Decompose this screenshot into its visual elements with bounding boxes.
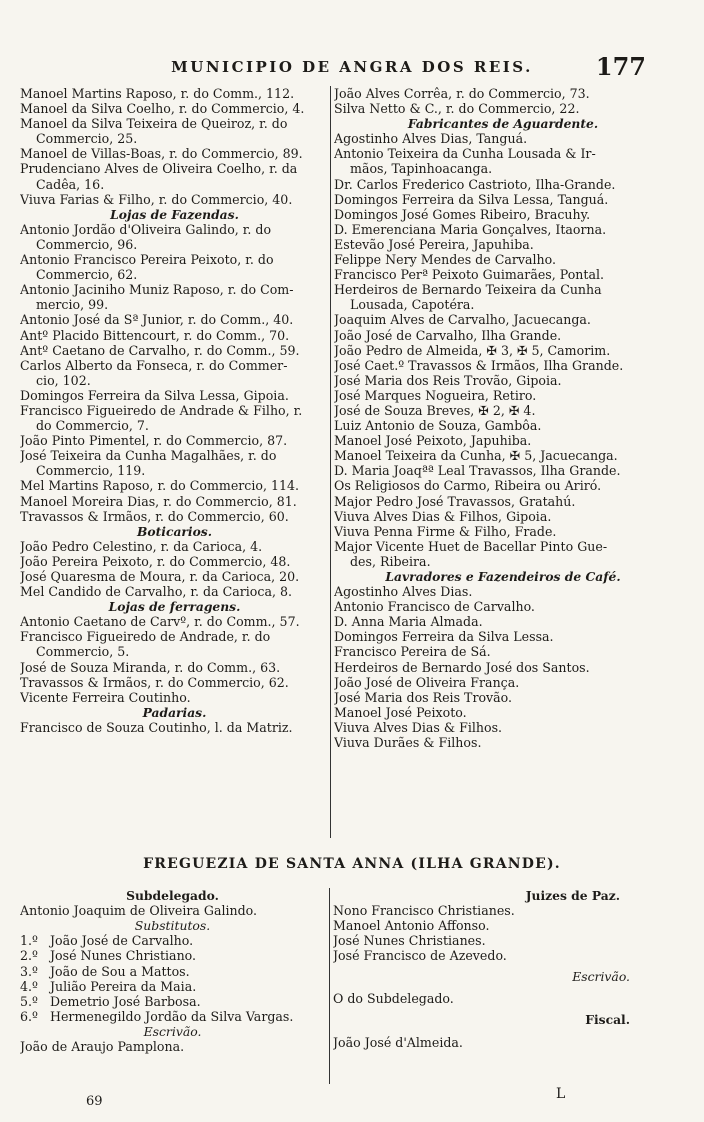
list-item: Vicente Ferreira Coutinho.: [20, 689, 191, 705]
list-item: Viuva Alves Dias & Filhos, Gipoia.: [334, 508, 552, 524]
item-number: 2.º: [20, 948, 38, 964]
list-item: mãos, Tapinhoacanga.: [350, 161, 493, 177]
list-item: Mel Martins Raposo, r. do Commercio, 114.: [20, 478, 300, 494]
list-item: [20, 948, 325, 963]
list-item: Herdeiros de Bernardo José dos Santos.: [334, 659, 590, 675]
signature-mark-left: 69: [86, 1094, 103, 1109]
list-item: D. Maria Joaqªª Leal Travassos, Ilha Grande.: [334, 463, 621, 479]
list-item: Francisco Figueiredo de Andrade, r. do: [20, 629, 271, 645]
item-name: João José de Carvalho.: [50, 933, 194, 949]
column-divider: [330, 86, 331, 838]
list-item: [20, 979, 325, 994]
list-item: Francisco Figueiredo de Andrade & Filho, r.: [20, 402, 303, 418]
list-item: Manoel de Villas-Boas, r. do Commercio, 89.: [20, 146, 303, 162]
list-item: Travassos & Irmãos, r. do Commercio, 62.: [20, 674, 289, 690]
list-item: Agostinho Alves Dias, Tanguá.: [334, 131, 528, 147]
list-item: Antonio Teixeira da Cunha Lousada & Ir-: [334, 146, 596, 162]
list-item: Manoel Antonio Affonso.: [333, 918, 490, 934]
signature-mark-right: L: [556, 1086, 566, 1102]
freguezia-title: FREGUEZIA DE SANTA ANNA (ILHA GRANDE).: [143, 856, 561, 872]
list-item: Viuva Durães & Filhos.: [334, 735, 482, 751]
list-item: João Pinto Pimentel, r. do Commercio, 87.: [20, 433, 288, 449]
left-column: [20, 86, 329, 735]
list-item: Os Religiosos do Carmo, Ribeira ou Ariró.: [334, 478, 602, 494]
list-item: Francisco Perª Peixoto Guimarães, Pontal.: [334, 267, 605, 283]
list-item: Domingos Ferreira da Silva Lessa, Gipoia.: [20, 387, 289, 403]
section-heading-lavradores: Lavradores e Fazendeiros de Café.: [385, 569, 621, 584]
list-item: Commercio, 62.: [36, 267, 138, 283]
list-item: Antº Caetano de Carvalho, r. do Comm., 59.: [20, 342, 300, 358]
list-item: Viuva Farias & Filho, r. do Commercio, 40.: [20, 191, 293, 207]
list-item: Manoel Teixeira da Cunha, ✠ 5, Jacuecanga.: [334, 448, 618, 464]
list-item: Manoel Moreira Dias, r. do Commercio, 81.: [20, 493, 297, 509]
escrivao-name: O do Subdelegado.: [333, 990, 454, 1006]
list-item: Antonio José da Sª Junior, r. do Comm., 40.: [20, 312, 294, 328]
list-item: Manoel da Silva Teixeira de Queiroz, r. do: [20, 116, 288, 132]
left-intro-list: [20, 86, 329, 207]
escrivao-heading: Escrivão.: [572, 969, 630, 985]
list-item: José de Souza Miranda, r. do Comm., 63.: [20, 659, 281, 675]
list-item: [20, 964, 325, 979]
item-number: 4.º: [20, 978, 38, 994]
list-item: des, Ribeira.: [350, 553, 431, 569]
fiscal-name: João José d'Almeida.: [333, 1034, 463, 1050]
escrivao-name: João de Araujo Pamplona.: [20, 1039, 185, 1055]
list-item: João Pedro Celestino, r. da Carioca, 4.: [20, 538, 263, 554]
list-item: Domingos José Gomes Ribeiro, Bracuhy.: [334, 206, 591, 222]
list-item: José Maria dos Reis Trovão.: [334, 689, 513, 705]
list-item: Luiz Antonio de Souza, Gambôa.: [334, 418, 542, 434]
item-number: 1.º: [20, 933, 38, 949]
item-number: 5.º: [20, 993, 38, 1009]
item-name: Julião Pereira da Maia.: [50, 978, 197, 994]
list-item: Agostinho Alves Dias.: [334, 584, 473, 600]
list-item: Nono Francisco Christianes.: [333, 903, 515, 919]
list-item: Cadêa, 16.: [36, 176, 105, 192]
list-item: Commercio, 5.: [36, 644, 130, 660]
boticarios-list: [20, 539, 329, 599]
list-item: José Francisco de Azevedo.: [333, 948, 507, 964]
list-item: Francisco Pereira de Sá.: [334, 644, 491, 660]
list-item: Antº Placido Bittencourt, r. do Comm., 70.: [20, 327, 290, 343]
list-item: Viuva Alves Dias & Filhos.: [334, 719, 503, 735]
item-name: Demetrio José Barbosa.: [50, 993, 201, 1009]
item-name: José Nunes Christiano.: [50, 948, 197, 964]
list-item: Manoel José Peixoto, Japuhiba.: [334, 433, 532, 449]
list-item: Francisco de Souza Coutinho, l. da Matriz.: [20, 719, 293, 735]
list-item: José Maria dos Reis Trovão, Gipoia.: [334, 372, 562, 388]
list-item: D. Anna Maria Almada.: [334, 614, 483, 630]
list-item: Antonio Jaciniho Muniz Raposo, r. do Com-: [20, 282, 294, 298]
item-name: Hermenegildo Jordão da Silva Vargas.: [50, 1008, 294, 1024]
list-item: João Pedro de Almeida, ✠ 3, ✠ 5, Camorim.: [334, 342, 611, 358]
juizes-list: [333, 903, 670, 963]
aguardente-list: [334, 131, 672, 569]
list-item: Commercio, 119.: [36, 463, 146, 479]
list-item: do Commercio, 7.: [36, 418, 149, 434]
right-intro-list: [334, 86, 672, 116]
substitutos-heading: Substitutos.: [134, 918, 211, 934]
list-item: D. Emerenciana Maria Gonçalves, Itaorna.: [334, 221, 607, 237]
juizes-heading: Juizes de Paz.: [525, 888, 620, 903]
list-item: Viuva Penna Firme & Filho, Frade.: [334, 523, 557, 539]
list-item: José Marques Nogueira, Retiro.: [334, 387, 537, 403]
list-item: [20, 933, 325, 948]
list-item: Manoel José Peixoto.: [334, 704, 467, 720]
list-item: cio, 102.: [36, 372, 91, 388]
list-item: José Teixeira da Cunha Magalhães, r. do: [20, 448, 277, 464]
fiscal-heading: Fiscal.: [585, 1011, 630, 1027]
item-name: João de Sou a Mattos.: [50, 963, 190, 979]
column-divider: [329, 888, 330, 1084]
page-number: 177: [595, 52, 646, 81]
section-heading-lojas-ferragens: Lojas de ferragens.: [108, 599, 241, 615]
lavradores-list: [334, 584, 672, 750]
list-item: João Alves Corrêa, r. do Commercio, 73.: [334, 86, 590, 101]
freguezia-columns: [20, 888, 670, 1088]
list-item: Herdeiros de Bernardo Teixeira da Cunha: [334, 282, 602, 298]
list-item: Domingos Ferreira da Silva Lessa.: [334, 629, 554, 645]
list-item: João Pereira Peixoto, r. do Commercio, 48.: [20, 553, 291, 569]
list-item: José de Souza Breves, ✠ 2, ✠ 4.: [334, 402, 536, 418]
list-item: Dr. Carlos Frederico Castrioto, Ilha-Grande.: [334, 176, 616, 192]
list-item: Estevão José Pereira, Japuhiba.: [334, 236, 534, 252]
list-item: João José de Carvalho, Ilha Grande.: [334, 327, 562, 343]
lojas-ferragens-list: [20, 614, 329, 705]
substitutos-list: [20, 933, 325, 1024]
list-item: Joaquim Alves de Carvalho, Jacuecanga.: [334, 312, 591, 328]
list-item: [20, 1009, 325, 1024]
item-number: 6.º: [20, 1008, 38, 1024]
subdelegado-heading: Subdelegado.: [126, 888, 219, 903]
list-item: [20, 994, 325, 1009]
section-heading-aguardente: Fabricantes de Aguardente.: [407, 116, 599, 132]
list-item: Commercio, 96.: [36, 236, 138, 252]
list-item: Felippe Nery Mendes de Carvalho.: [334, 252, 556, 268]
list-item: José Nunes Christianes.: [333, 933, 486, 949]
list-item: Antonio Francisco de Carvalho.: [334, 599, 535, 615]
section-heading-boticarios: Boticarios.: [137, 523, 212, 539]
lojas-fazendas-list: [20, 222, 329, 524]
item-number: 3.º: [20, 963, 38, 979]
freguezia-right-column: [333, 888, 670, 1050]
list-item: Major Pedro José Travassos, Gratahú.: [334, 493, 576, 509]
list-item: Lousada, Capotéra.: [350, 297, 475, 313]
list-item: Silva Netto & C., r. do Commercio, 22.: [334, 101, 580, 117]
list-item: Manoel Martins Raposo, r. do Comm., 112.: [20, 86, 295, 101]
list-item: José Caet.º Travassos & Irmãos, Ilha Grande.: [334, 357, 624, 373]
list-item: Major Vicente Huet de Bacellar Pinto Gue-: [334, 538, 608, 554]
right-column: [334, 86, 672, 750]
list-item: Carlos Alberto da Fonseca, r. do Commer-: [20, 357, 288, 373]
list-item: José Quaresma de Moura, r. da Carioca, 20.: [20, 569, 300, 584]
escrivao-heading: Escrivão.: [143, 1023, 202, 1039]
page-title: MUNICIPIO DE ANGRA DOS REIS.: [171, 58, 533, 76]
section-heading-lojas-fazendas: Lojas de Fazendas.: [110, 206, 239, 222]
list-item: mercio, 99.: [36, 297, 109, 313]
directory-columns: [20, 86, 672, 844]
list-item: Antonio Jordão d'Oliveira Galindo, r. do: [20, 221, 272, 237]
subdelegado-name: Antonio Joaquim de Oliveira Galindo.: [20, 903, 258, 919]
section-heading-padarias: Padarias.: [142, 704, 207, 720]
list-item: Antonio Francisco Pereira Peixoto, r. do: [20, 252, 274, 268]
freguezia-left-column: [20, 888, 325, 1054]
list-item: João José de Oliveira França.: [334, 674, 520, 690]
list-item: Manoel da Silva Coelho, r. do Commercio, 4.: [20, 101, 305, 117]
list-item: Mel Candido de Carvalho, r. da Carioca, 8.: [20, 584, 292, 600]
padarias-list: [20, 720, 329, 735]
list-item: Travassos & Irmãos, r. do Commercio, 60.: [20, 508, 289, 524]
list-item: Domingos Ferreira da Silva Lessa, Tanguá.: [334, 191, 609, 207]
page-header: [0, 52, 704, 82]
list-item: Commercio, 25.: [36, 131, 138, 147]
list-item: Antonio Caetano de Carvº, r. do Comm., 57.: [20, 614, 300, 630]
list-item: Prudenciano Alves de Oliveira Coelho, r. da: [20, 161, 298, 177]
